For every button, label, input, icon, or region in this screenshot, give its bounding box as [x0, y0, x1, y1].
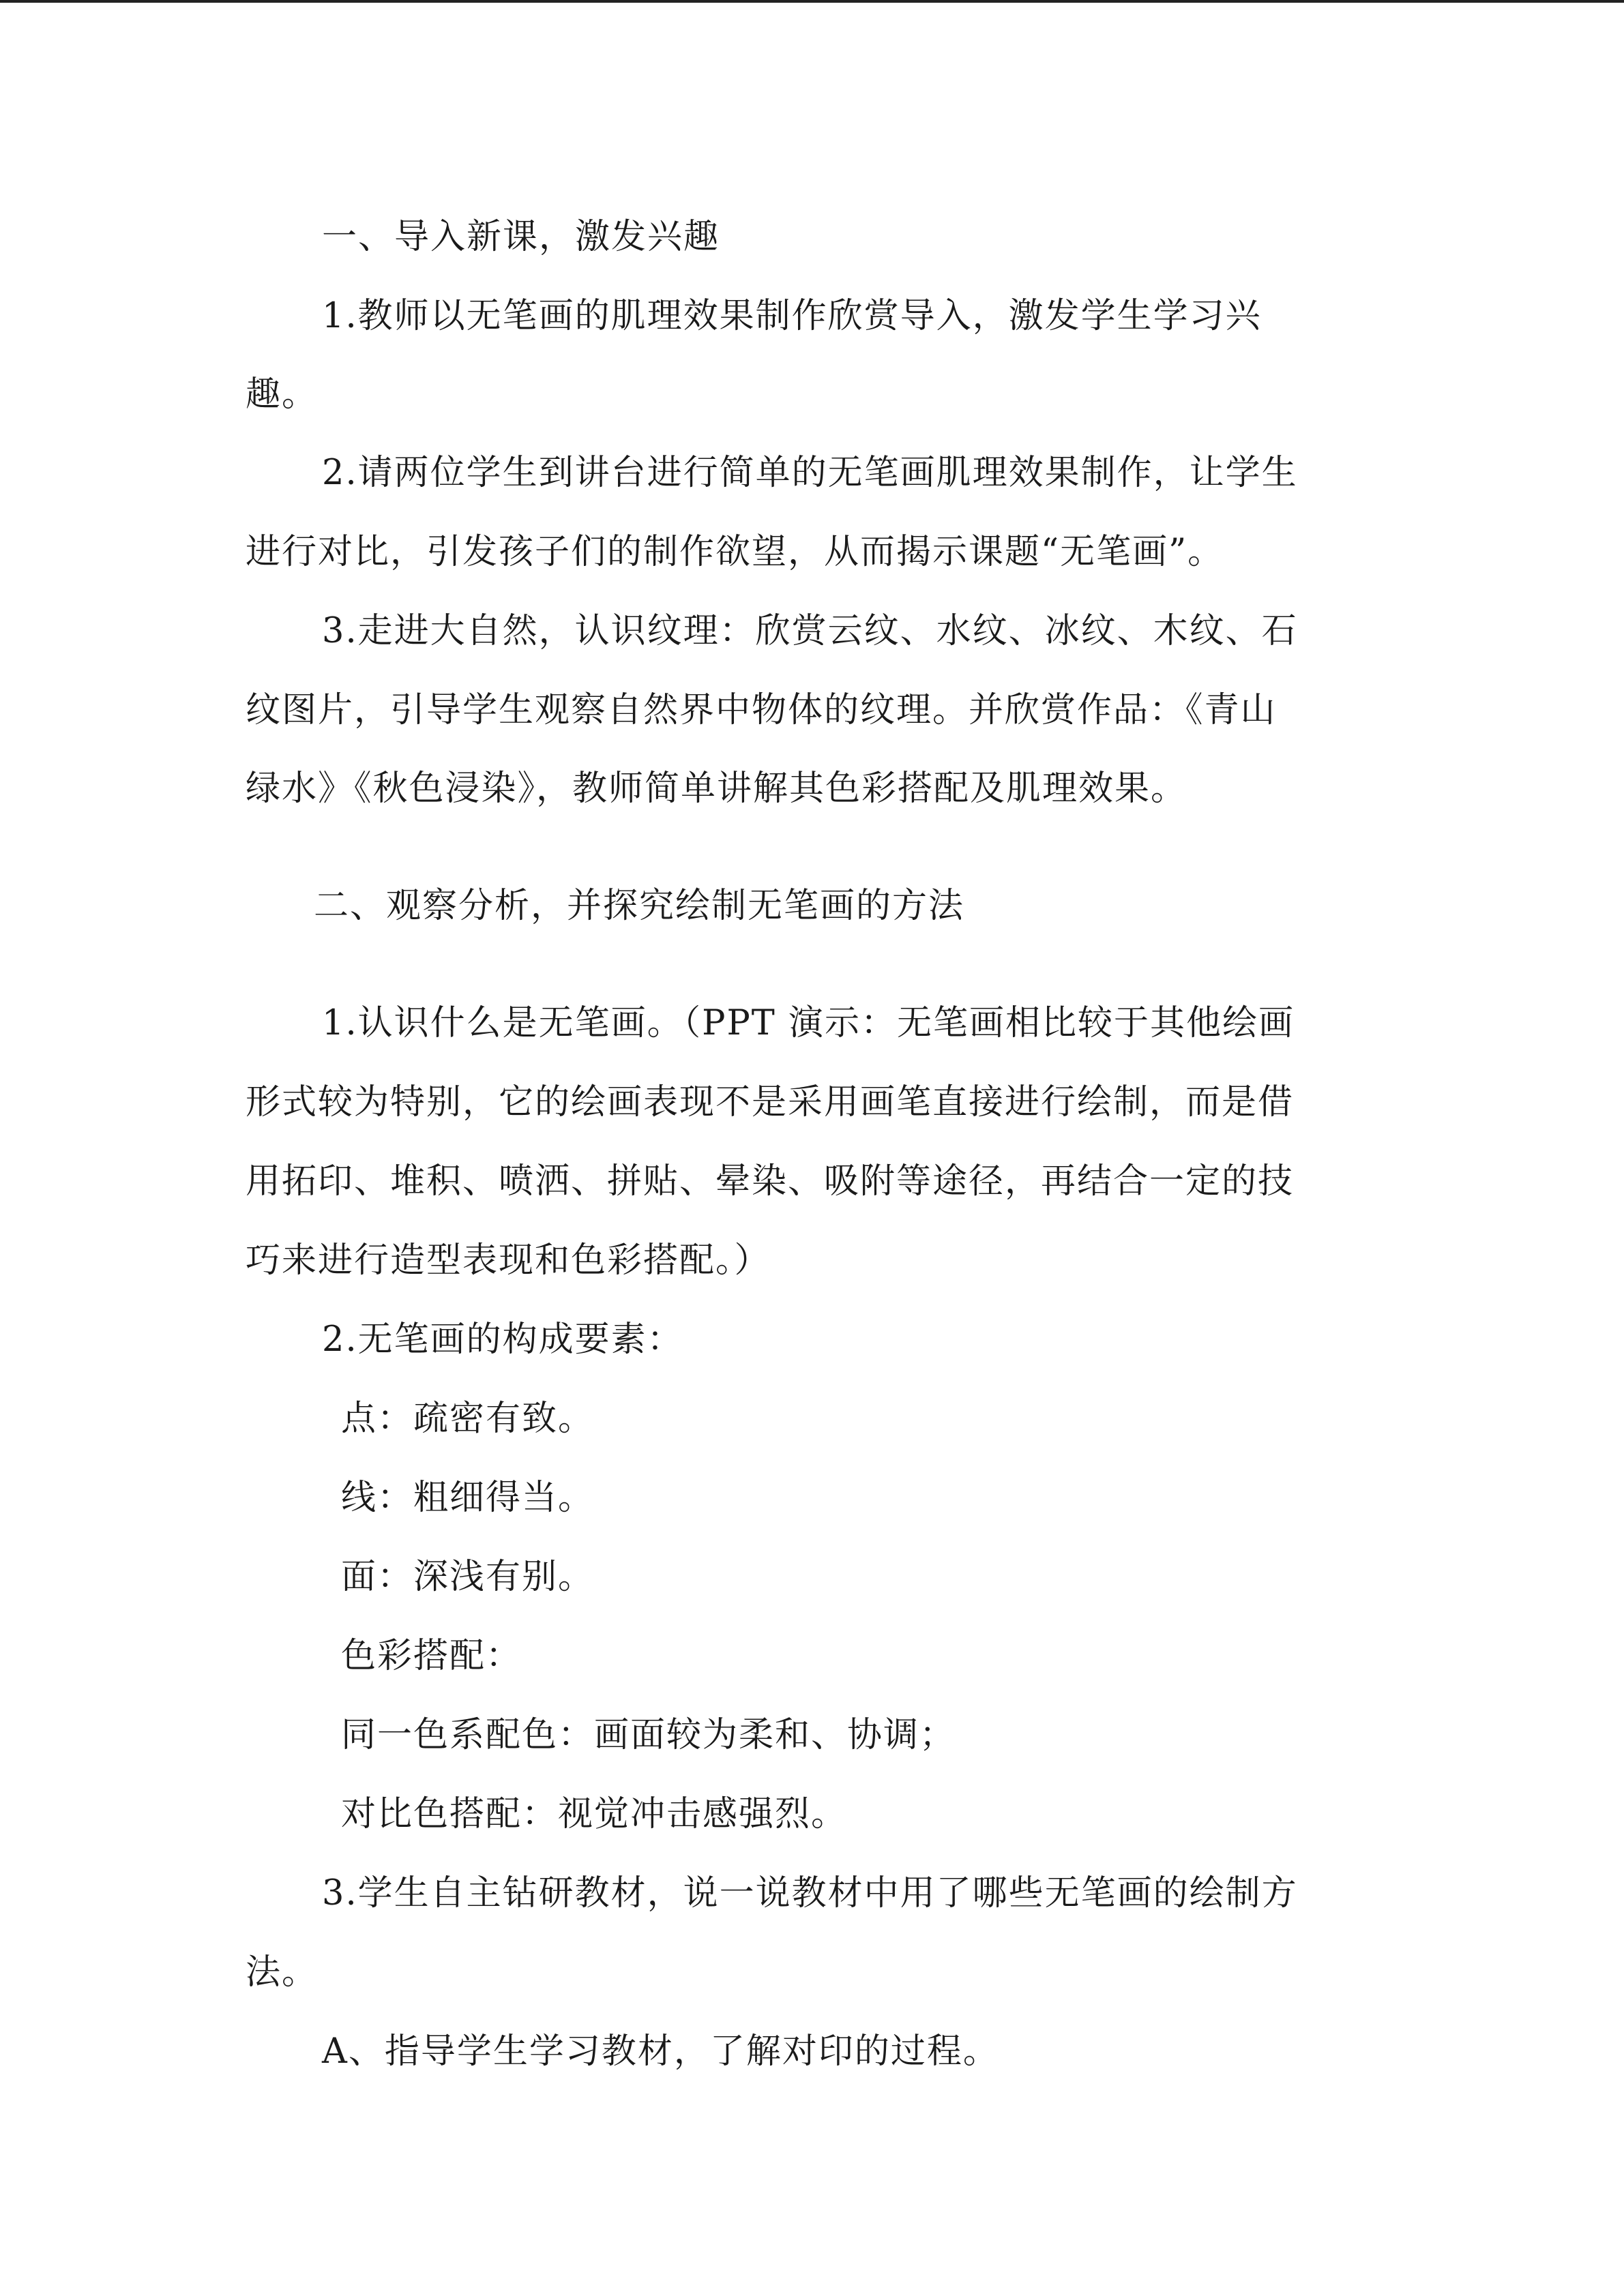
section1-item3-line2: 纹图片，引导学生观察自然界中物体的纹理。并欣赏作品：《青山: [246, 690, 1277, 730]
section2-item1-line1: 1.认识什么是无笔画。（PPT 演示：无笔画相比较于其他绘画: [322, 1003, 1295, 1043]
page-top-border: [0, 0, 1624, 3]
section2-item1-line3: 用拓印、堆积、喷洒、拼贴、晕染、吸附等途径，再结合一定的技: [246, 1161, 1295, 1202]
section1-heading: 一、导入新课，激发兴趣: [322, 217, 720, 257]
section1-item2-line1: 2.请两位学生到讲台进行简单的无笔画肌理效果制作，让学生: [322, 453, 1298, 493]
color-same-family: 同一色系配色：画面较为柔和、协调；: [341, 1715, 956, 1755]
section1-item3-line3: 绿水》《秋色浸染》，教师简单讲解其色彩搭配及肌理效果。: [246, 769, 1187, 809]
element-line: 线：粗细得当。: [341, 1478, 595, 1518]
color-contrast: 对比色搭配：视觉冲击感强烈。: [341, 1794, 848, 1834]
section1-item1-line2: 趣。: [246, 374, 319, 415]
section1-item1-line1: 1.教师以无笔画的肌理效果制作欣赏导入，激发学生学习兴: [322, 296, 1262, 336]
section2-item3-line1: 3.学生自主钻研教材，说一说教材中用了哪些无笔画的绘制方: [322, 1873, 1298, 1913]
section2-item1-line2: 形式较为特别，它的绘画表现不是采用画笔直接进行绘制，而是借: [246, 1082, 1295, 1122]
section2-item3-line2: 法。: [246, 1952, 319, 1993]
section1-item3-line1: 3.走进大自然，认识纹理：欣赏云纹、水纹、冰纹、木纹、石: [322, 611, 1298, 651]
section2-item2-heading: 2.无笔画的构成要素：: [322, 1320, 683, 1360]
element-point: 点：疏密有致。: [341, 1399, 595, 1439]
section2-heading: 二、观察分析，并探究绘制无笔画的方法: [314, 886, 965, 926]
color-matching-heading: 色彩搭配：: [341, 1636, 522, 1676]
section2-item1-line4: 巧来进行造型表现和色彩搭配。）: [246, 1240, 771, 1281]
element-surface: 面：深浅有别。: [341, 1557, 595, 1597]
section1-item2-line2: 进行对比，引发孩子们的制作欲望，从而揭示课题“无笔画”。: [246, 532, 1224, 572]
section2-item-a: A、指导学生学习教材，了解对印的过程。: [322, 2031, 999, 2072]
